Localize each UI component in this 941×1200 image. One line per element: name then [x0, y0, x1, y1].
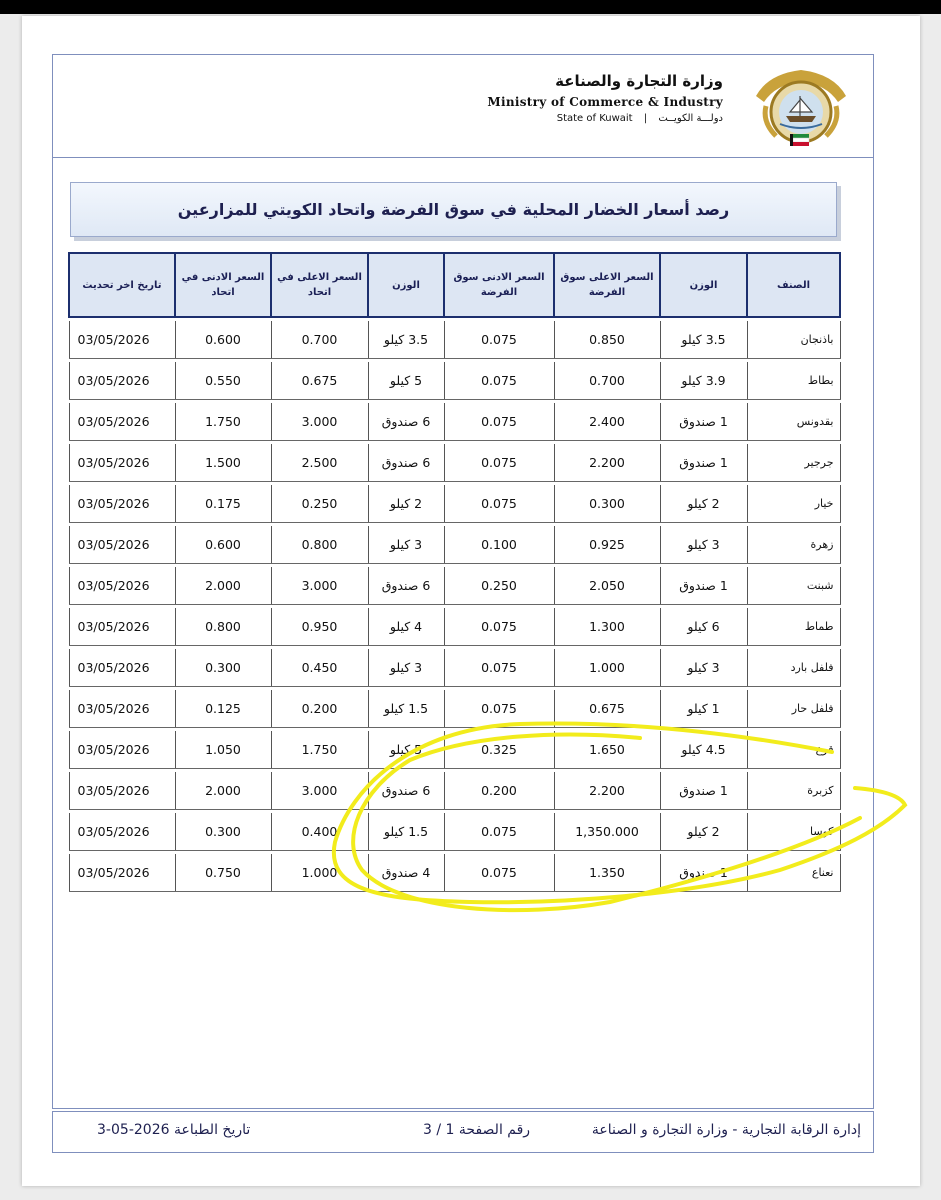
table-row	[69, 444, 840, 482]
cell-weight-union: 6 صندوق	[368, 567, 444, 605]
cell-max-market: 2.050	[554, 567, 660, 605]
cell-max-market: 0.700	[554, 362, 660, 400]
cell-max-market: 1.350	[554, 854, 660, 892]
cell-weight-union: 3.5 كيلو	[368, 321, 444, 359]
cell-weight-market: 1 صندوق	[660, 403, 747, 441]
cell-min-union: 0.800	[175, 608, 271, 646]
cell-last-update: 03/05/2026	[69, 567, 175, 605]
cell-last-update: 03/05/2026	[69, 403, 175, 441]
cell-max-market: 1.000	[554, 649, 660, 687]
table-row	[69, 690, 840, 728]
page-footer	[52, 1111, 874, 1153]
cell-weight-union: 5 كيلو	[368, 362, 444, 400]
table-row	[69, 813, 840, 851]
cell-weight-union: 4 كيلو	[368, 608, 444, 646]
col-header-max-market: السعر الاعلى سوق الفرضة	[554, 253, 660, 317]
cell-max-union: 1.750	[271, 731, 368, 769]
cell-item: كزبرة	[747, 772, 840, 810]
cell-weight-union: 3 كيلو	[368, 649, 444, 687]
col-header-min-union: السعر الادنى في اتحاد	[175, 253, 271, 317]
col-header-item: الصنف	[747, 253, 840, 317]
cell-weight-market: 1 صندوق	[660, 567, 747, 605]
cell-min-market: 0.075	[444, 813, 554, 851]
col-header-last-update: تاريخ اخر تحديث	[69, 253, 175, 317]
cell-max-union: 3.000	[271, 567, 368, 605]
cell-min-union: 1.050	[175, 731, 271, 769]
cell-last-update: 03/05/2026	[69, 485, 175, 523]
cell-last-update: 03/05/2026	[69, 854, 175, 892]
cell-min-union: 0.125	[175, 690, 271, 728]
cell-max-market: 0.675	[554, 690, 660, 728]
cell-max-union: 0.800	[271, 526, 368, 564]
col-header-weight-market: الوزن	[660, 253, 747, 317]
cell-min-union: 2.000	[175, 567, 271, 605]
table-row	[69, 608, 840, 646]
cell-item: بطاط	[747, 362, 840, 400]
cell-weight-union: 6 صندوق	[368, 444, 444, 482]
cell-max-market: 2.400	[554, 403, 660, 441]
cell-last-update: 03/05/2026	[69, 608, 175, 646]
cell-last-update: 03/05/2026	[69, 690, 175, 728]
table-row	[69, 772, 840, 810]
cell-max-union: 0.950	[271, 608, 368, 646]
prices-table	[68, 252, 841, 892]
cell-weight-market: 1 كيلو	[660, 690, 747, 728]
cell-last-update: 03/05/2026	[69, 731, 175, 769]
cell-weight-union: 6 صندوق	[368, 772, 444, 810]
cell-weight-market: 4.5 كيلو	[660, 731, 747, 769]
cell-weight-union: 1.5 كيلو	[368, 813, 444, 851]
cell-max-market: 0.850	[554, 321, 660, 359]
cell-min-union: 1.500	[175, 444, 271, 482]
cell-last-update: 03/05/2026	[69, 444, 175, 482]
table-row	[69, 321, 840, 359]
cell-weight-union: 3 كيلو	[368, 526, 444, 564]
table-row	[69, 567, 840, 605]
cell-min-union: 0.300	[175, 813, 271, 851]
cell-min-market: 0.200	[444, 772, 554, 810]
cell-weight-union: 4 صندوق	[368, 854, 444, 892]
cell-max-union: 3.000	[271, 772, 368, 810]
cell-item: كوسا	[747, 813, 840, 851]
cell-max-union: 0.400	[271, 813, 368, 851]
cell-weight-union: 5 كيلو	[368, 731, 444, 769]
cell-weight-market: 2 كيلو	[660, 485, 747, 523]
cell-last-update: 03/05/2026	[69, 362, 175, 400]
cell-item: بقدونس	[747, 403, 840, 441]
cell-min-market: 0.075	[444, 608, 554, 646]
cell-weight-market: 3 كيلو	[660, 649, 747, 687]
cell-min-market: 0.075	[444, 485, 554, 523]
top-bar	[0, 0, 941, 14]
cell-min-union: 0.600	[175, 321, 271, 359]
cell-max-market: 0.300	[554, 485, 660, 523]
cell-max-market: 1,350.000	[554, 813, 660, 851]
cell-max-union: 0.675	[271, 362, 368, 400]
cell-min-market: 0.075	[444, 854, 554, 892]
footer-print-date: تاريخ الطباعة 2026-05-3	[97, 1122, 251, 1138]
cell-max-market: 2.200	[554, 444, 660, 482]
table-row	[69, 403, 840, 441]
cell-item: شبنت	[747, 567, 840, 605]
cell-last-update: 03/05/2026	[69, 772, 175, 810]
cell-max-market: 2.200	[554, 772, 660, 810]
cell-item: قرع	[747, 731, 840, 769]
cell-weight-market: 1 صندوق	[660, 854, 747, 892]
cell-min-market: 0.250	[444, 567, 554, 605]
state-line	[557, 113, 723, 124]
cell-weight-market: 3.9 كيلو	[660, 362, 747, 400]
cell-item: باذنجان	[747, 321, 840, 359]
cell-weight-market: 6 كيلو	[660, 608, 747, 646]
cell-weight-market: 3 كيلو	[660, 526, 747, 564]
table-header-row	[69, 253, 840, 317]
report-title: رصد أسعار الخضار المحلية في سوق الفرضة واتحاد الكويتي للمزارعين	[177, 200, 730, 219]
footer-page-number: رقم الصفحة 1 / 3	[423, 1122, 531, 1138]
cell-min-union: 0.600	[175, 526, 271, 564]
table-row	[69, 526, 840, 564]
cell-item: خيار	[747, 485, 840, 523]
cell-last-update: 03/05/2026	[69, 649, 175, 687]
cell-min-market: 0.075	[444, 690, 554, 728]
cell-min-market: 0.325	[444, 731, 554, 769]
cell-weight-market: 1 صندوق	[660, 772, 747, 810]
cell-last-update: 03/05/2026	[69, 526, 175, 564]
cell-min-union: 0.175	[175, 485, 271, 523]
cell-weight-market: 3.5 كيلو	[660, 321, 747, 359]
cell-min-union: 0.750	[175, 854, 271, 892]
ministry-name-ar: وزارة التجارة والصناعة	[555, 72, 723, 90]
cell-min-market: 0.075	[444, 321, 554, 359]
state-name-en: State of Kuwait	[556, 113, 633, 124]
table-body	[69, 317, 840, 892]
cell-weight-union: 2 كيلو	[368, 485, 444, 523]
cell-item: فلفل بارد	[747, 649, 840, 687]
cell-item: زهرة	[747, 526, 840, 564]
cell-max-market: 1.300	[554, 608, 660, 646]
cell-item: فلفل حار	[747, 690, 840, 728]
cell-item: جرجير	[747, 444, 840, 482]
table-row	[69, 731, 840, 769]
col-header-weight-union: الوزن	[368, 253, 444, 317]
cell-max-market: 1.650	[554, 731, 660, 769]
cell-min-market: 0.075	[444, 403, 554, 441]
cell-max-union: 0.250	[271, 485, 368, 523]
cell-min-union: 2.000	[175, 772, 271, 810]
cell-last-update: 03/05/2026	[69, 321, 175, 359]
cell-weight-market: 2 كيلو	[660, 813, 747, 851]
report-title-box	[70, 182, 837, 237]
kuwait-emblem-icon	[746, 62, 856, 152]
state-name-ar: دولـــة الكويــت	[658, 113, 723, 124]
cell-max-union: 0.450	[271, 649, 368, 687]
cell-last-update: 03/05/2026	[69, 813, 175, 851]
cell-max-union: 0.700	[271, 321, 368, 359]
cell-min-market: 0.075	[444, 362, 554, 400]
cell-item: نعناع	[747, 854, 840, 892]
cell-max-union: 0.200	[271, 690, 368, 728]
table-row	[69, 362, 840, 400]
cell-max-union: 3.000	[271, 403, 368, 441]
cell-min-union: 0.300	[175, 649, 271, 687]
cell-max-union: 2.500	[271, 444, 368, 482]
cell-min-market: 0.100	[444, 526, 554, 564]
table-row	[69, 485, 840, 523]
col-header-max-union: السعر الاعلى في اتحاد	[271, 253, 368, 317]
cell-min-union: 0.550	[175, 362, 271, 400]
state-separator: |	[643, 113, 648, 124]
table-row	[69, 854, 840, 892]
table-row	[69, 649, 840, 687]
cell-min-market: 0.075	[444, 649, 554, 687]
cell-min-union: 1.750	[175, 403, 271, 441]
col-header-min-market: السعر الادنى سوق الفرضة	[444, 253, 554, 317]
ministry-name-en: Ministry of Commerce & Industry	[487, 95, 723, 109]
cell-min-market: 0.075	[444, 444, 554, 482]
cell-item: طماط	[747, 608, 840, 646]
cell-max-market: 0.925	[554, 526, 660, 564]
footer-department: إدارة الرقابة التجارية - وزارة التجارة و الصناعة	[591, 1122, 861, 1138]
cell-weight-union: 6 صندوق	[368, 403, 444, 441]
cell-weight-union: 1.5 كيلو	[368, 690, 444, 728]
cell-weight-market: 1 صندوق	[660, 444, 747, 482]
cell-max-union: 1.000	[271, 854, 368, 892]
